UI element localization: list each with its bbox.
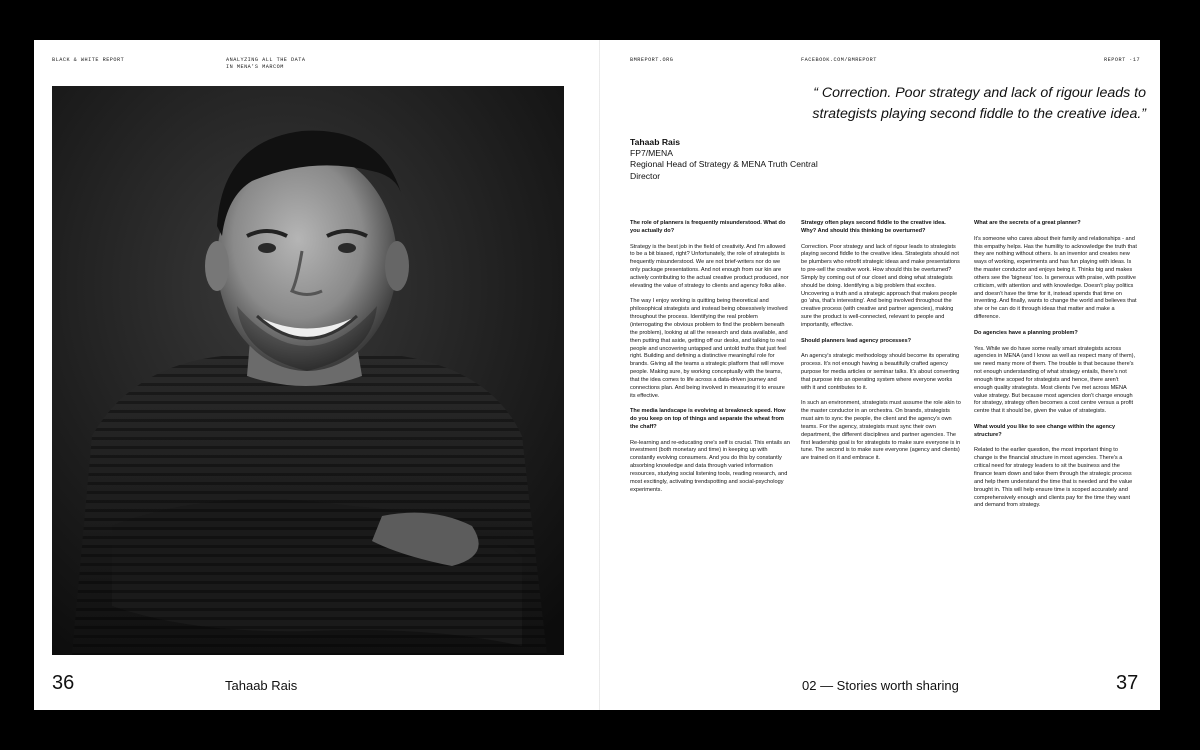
folio-right: 37 [1116, 672, 1139, 694]
footer-author-name: Tahaab Rais [225, 678, 298, 693]
question-heading: The role of planners is frequently misunderstood. What do you actually do? [630, 220, 786, 234]
answer-paragraph: Correction. Poor strategy and lack of rigour leads to strategists playing second fiddle to the creative idea. Strategists should not be plumbers who retrofit strategic ideas and make presentations to pre-sell the creative work. How should this be overturned? Simply by coming out of our closet and doing what strategists should be doing. Identifying a big problem that excites. Uncovering a truth and a strategic approach that makes people go 'aha, that's interesting'. And being involved throughout the creative process (with creative and partner agencies), making sure the product is well-connected, relevant to people and importantly, effective. [801, 243, 960, 328]
running-head-website: BMREPORT.ORG [630, 57, 674, 63]
article-column-3 [974, 220, 1137, 518]
answer-paragraph: Strategy is the best job in the field of creativity. And I'm allowed to be a bit biased, right? Unfortunately, the role of strategists is frequently misunderstood. We are not brief-writers nor do we only package presentations. And not enough from our kin are actively contributing to the actual creative product produced, nor elevating the value of strategy to clients and agency folks alike. [630, 243, 789, 289]
article-column-1 [630, 220, 790, 502]
question-heading: What would you like to see change within the agency structure? [974, 423, 1116, 438]
author-title: Regional Head of Strategy & MENA Truth Central Director [630, 159, 818, 181]
article-column-2 [801, 220, 961, 471]
footer-section-title: 02 — Stories worth sharing [802, 678, 959, 693]
answer-paragraph: An agency's strategic methodology should become its operating process. It's not enough having a beautifully crafted agency purpose for media articles or seminar talks. It's about converting that purpose into an operating system where everyone works with it and contributes to it. [801, 353, 960, 391]
question-heading: Do agencies have a planning problem? [974, 329, 1078, 336]
author-company: FP7/MENA [630, 148, 673, 159]
running-head-social: FACEBOOK.COM/BMREPORT [801, 57, 877, 63]
answer-paragraph: Yes. While we do have some really smart strategists across agencies in MENA (and I know as well as respect many of them), we need many more of them. The trouble is that because there's not enough understanding of what strategy entails, there's not enough time scoped for strategists and hence, there aren't enough quality strategists. Most clients I've met across MENA value strategy. But because most agencies don't charge enough for strategy, strategy often becomes a cost centre versus a profit centre that it should be, given the value of strategists. [974, 345, 1136, 415]
question-heading: Strategy often plays second fiddle to the creative idea. Why? And should this thinking be overturned? [801, 220, 946, 234]
portrait-illustration [52, 86, 564, 655]
answer-paragraph: Related to the earlier question, the most important thing to change is the financial structure in most agencies. There's a critical need for strategy leaders to sit the business and the finance team down and take them through the strategic process and help them understand the time that is needed and the value brought in. This will help ensure time is scoped accurately and comprehensively enough and clients pay for the time they want and demand from strategy. [974, 447, 1133, 509]
question-heading: Should planners lead agency processes? [801, 337, 912, 344]
folio-left: 36 [52, 672, 75, 694]
question-heading: What are the secrets of a great planner? [974, 220, 1081, 226]
question-heading: The media landscape is evolving at breakneck speed. How do you keep on top of things and separate the wheat from the chaff? [630, 408, 786, 430]
pull-quote: “ Correction. Poor strategy and lack of rigour leads to strategists playing second fiddle to the creative idea.” [812, 85, 1146, 122]
author-name: Tahaab Rais [630, 137, 680, 147]
answer-paragraph: It's someone who cares about their family and relationships - and this empathy helps. Has the humility to acknowledge the truth that they are nothing without others. Is an inventor and creates new ways of working, experiments and has fun playing with ideas. Is the master conductor and enjoys being it. Thinks big and makes others see the 'bigness' too. Is generous with praise, with positive criticism, with attention and with knowledge. Doesn't play politics and doesn't have the time for it, instead spends that time on inventing. And finally, wants to change the world and believes that she or he can do it through ideas that matter and make a difference. [974, 235, 1137, 321]
answer-paragraph: The way I enjoy working is quitting being theoretical and philosophical strategists and instead being obsessively involved throughout the process. Identifying the real problem (interrogating the obvious problem to find the problem beneath the problem), looking at all the research and data available, and then putting that aside, getting off our desks, and talking to real people and uncovering untapped and untold truths that just feel right. Building and defining a distinctive meaningful role for brands. Giving all the teams a strategic platform that will move people. Making sure, by working conceptually with the teams, that the idea comes to life across a data-driven journey and connections plan. And being involved in measuring it to ensure its effective. [630, 298, 788, 399]
running-head-report-page: REPORT ·17 [1104, 57, 1141, 63]
running-head-publication: BLACK & WHITE REPORT [52, 57, 125, 63]
running-head-section: ANALYZING ALL THE DATA IN MENA'S MARCOM [226, 57, 306, 70]
left-page [34, 40, 600, 710]
answer-paragraph: Re-learning and re-educating one's self is crucial. This entails an investment (both monetary and time) in keeping up with constantly evolving consumers. And you do this by constantly absorbing knowledge and data through varied information resources, studying social listening tools, reading research, and most excitingly, activating trendspotting and social-psychology experiments. [630, 439, 790, 493]
answer-paragraph: In such an environment, strategists must assume the role akin to the master conductor in an orchestra. On brands, strategists must aim to sync the people, the client and the agency's own teams. For the agency, strategists must sync their own department, the different disciplines and partner agencies. The first leadership goal is for strategists to make sure everyone is in tune. The second is to make sure everyone (agency and clients) are trained on it and embrace it. [801, 400, 961, 462]
portrait-photo [52, 86, 564, 655]
right-page [600, 40, 1160, 710]
author-block [630, 137, 820, 182]
